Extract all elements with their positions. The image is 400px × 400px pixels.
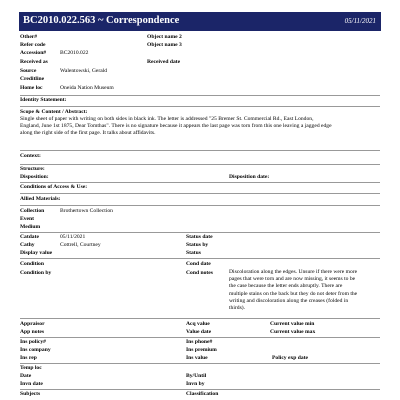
value-date-label: Value date xyxy=(186,329,212,335)
scope-line: England, June 1st 1875, Dear Tomthas". There is no signature because it appears the last page was torn from this one leaving a jagged edge xyxy=(20,123,332,130)
context-label: Context: xyxy=(20,153,41,159)
other-number-label: Other# xyxy=(20,34,38,40)
scope-line: along the right side of the first page. It talks about affidavits. xyxy=(20,130,156,137)
cond-notes-line: pages that were torn and are now missing, it seems to be xyxy=(229,276,356,283)
current-value-max-label: Current value max xyxy=(270,329,316,335)
appraisor-label: Appraisor xyxy=(20,321,45,327)
by-until-label: By/Until xyxy=(186,373,207,379)
disposition-label: Disposition: xyxy=(20,174,49,180)
display-value-label: Display value xyxy=(20,250,53,256)
inventory-date-label: Invn date xyxy=(20,381,43,387)
ins-value-label: Ins value xyxy=(186,355,208,361)
object-name-2-label: Object name 2 xyxy=(147,34,182,40)
cond-notes-text xyxy=(229,269,384,312)
inventory-by-label: Invn by xyxy=(186,381,205,387)
acq-value-label: Acq value xyxy=(186,321,210,327)
received-date-label: Received date xyxy=(147,59,181,65)
ins-rep-label: Ins rep xyxy=(20,355,37,361)
disposition-date-label: Disposition date: xyxy=(229,174,270,180)
condition-by-label: Condition by xyxy=(20,270,52,276)
divider xyxy=(20,318,380,319)
divider xyxy=(20,95,380,96)
conditions-access-label: Conditions of Access & Use: xyxy=(20,184,88,190)
cataloger-value: Cottrell, Courtney xyxy=(60,242,101,248)
cataloger-label: Cathy xyxy=(20,242,35,248)
ins-premium-label: Ins premium xyxy=(186,347,217,353)
status-date-label: Status date xyxy=(186,234,213,240)
divider xyxy=(20,389,380,390)
temp-loc-label: Temp loc xyxy=(20,365,42,371)
accession-label: Accession# xyxy=(20,50,47,56)
event-label: Event xyxy=(20,216,34,222)
creditline-label: Creditline xyxy=(20,76,45,82)
catdate-value: 05/11/2021 xyxy=(60,234,86,240)
divider xyxy=(20,232,380,233)
divider xyxy=(20,363,380,364)
status-label: Status xyxy=(186,250,201,256)
divider xyxy=(20,106,380,107)
identity-statement-label: Identity Statement: xyxy=(20,97,67,103)
subjects-label: Subjects xyxy=(20,391,41,397)
cond-notes-line: the case because the letter ends abruptly. There are xyxy=(229,283,343,290)
source-value: Walentowski, Gerald xyxy=(60,68,108,74)
divider xyxy=(20,193,380,194)
divider xyxy=(20,150,380,151)
catdate-label: Catdate xyxy=(20,234,39,240)
policy-exp-date-label: Policy exp date xyxy=(272,355,309,361)
divider xyxy=(20,182,380,183)
divider xyxy=(20,258,380,259)
scope-content-text xyxy=(20,116,382,138)
status-by-label: Status by xyxy=(186,242,209,248)
received-as-label: Received as xyxy=(20,59,48,65)
current-value-min-label: Current value min xyxy=(270,321,315,327)
divider xyxy=(20,337,380,338)
scope-line: Single sheet of paper with writing on both sides in black ink. The letter is addressed "25 Bremer St. Commercial Rd., East London, xyxy=(20,116,314,122)
allied-materials-label: Allied Materials: xyxy=(20,196,61,202)
cond-notes-line: Discoloration along the edges. Unsure if there were more xyxy=(229,269,358,275)
ins-policy-label: Ins policy# xyxy=(20,339,46,345)
app-notes-label: App notes xyxy=(20,329,45,335)
divider xyxy=(20,164,380,165)
cond-notes-label: Cond notes xyxy=(186,270,213,276)
refer-code-label: Refer code xyxy=(20,42,46,48)
record-header-bar xyxy=(19,12,381,31)
divider xyxy=(20,205,380,206)
structure-label: Structure: xyxy=(20,166,45,172)
collection-label: Collection xyxy=(20,208,45,214)
record-print-date: 05/11/2021 xyxy=(344,16,376,25)
ins-company-label: Ins company xyxy=(20,347,51,353)
cond-notes-line: multiple stains on the back but they do not deter from the xyxy=(229,290,358,297)
cond-date-label: Cond date xyxy=(186,261,211,267)
home-location-label: Home loc xyxy=(20,85,43,91)
medium-label: Medium xyxy=(20,224,41,230)
cond-notes-line: writing and discoloration along the creases (folded in xyxy=(229,297,349,304)
cond-notes-line: thirds). xyxy=(229,305,246,312)
condition-label: Condition xyxy=(20,261,44,267)
record-title: BC2010.022.563 ~ Correspondence xyxy=(23,15,180,26)
collection-value: Brothertown Collection xyxy=(60,208,113,214)
object-name-3-label: Object name 3 xyxy=(147,42,182,48)
classification-label: Classification xyxy=(186,391,219,397)
ins-phone-label: Ins phone# xyxy=(186,339,213,345)
date-label: Date xyxy=(20,373,32,379)
source-label: Source xyxy=(20,68,37,74)
home-location-value: Oneida Nation Museum xyxy=(60,85,114,91)
scope-content-label: Scope & Content / Abstract: xyxy=(20,109,88,115)
accession-value: BC2010.022 xyxy=(60,50,89,56)
